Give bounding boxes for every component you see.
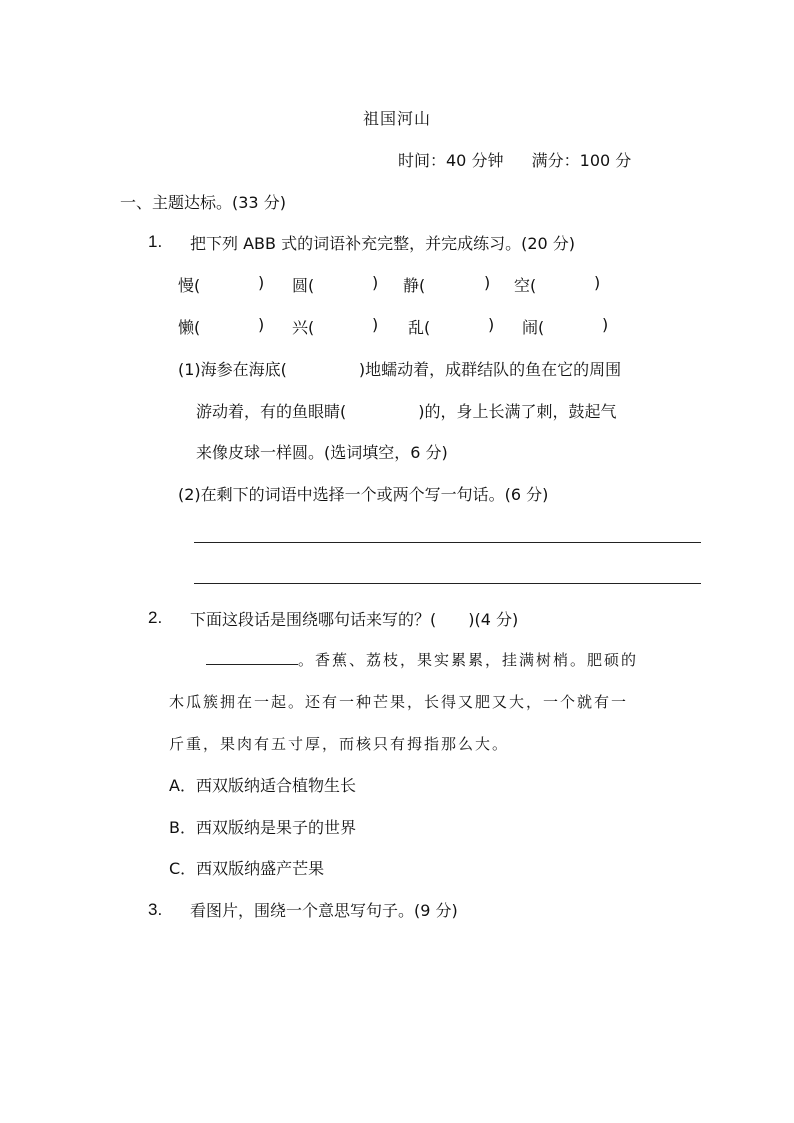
answer-line-2[interactable] [194, 583, 701, 584]
answer-line-1[interactable] [194, 542, 701, 543]
question-2-number: 2. [148, 608, 163, 627]
page-title: 祖国河山 [362, 109, 431, 128]
abb-word-jing-open: 静( [403, 276, 426, 295]
question-3-number: 3. [148, 900, 163, 919]
sub-question-1-line-2 [196, 399, 617, 422]
sub-question-2: (2)在剩下的词语中选择一个或两个写一句话。(6 分) [178, 485, 549, 504]
question-1-prompt: 把下列 ABB 式的词语补充完整，并完成练习。(20 分) [190, 234, 576, 253]
passage-line-3: 斤重，果肉有五寸厚，而核只有拇指那么大。 [169, 735, 510, 753]
exam-meta [398, 148, 631, 171]
abb-word-kong-open: 空( [514, 276, 537, 295]
abb-word-nao-open: 闹( [522, 318, 545, 337]
option-c[interactable]: C．西双版纳盛产芒果 [169, 859, 325, 878]
abb-word-lan-open: 懒( [178, 318, 201, 337]
sub-question-1-line-3: 来像皮球一样圆。(选词填空，6 分) [196, 443, 448, 462]
passage-line-1 [206, 649, 638, 670]
abb-word-luan-open: 乱( [408, 318, 431, 337]
section-heading: 一、主题达标。(33 分) [120, 193, 286, 212]
sub-question-1-text-a: (1)海参在海底( [178, 360, 287, 379]
option-b[interactable]: B．西双版纳是果子的世界 [169, 818, 356, 837]
abb-word-xing-open: 兴( [292, 318, 315, 337]
option-a[interactable]: A．西双版纳适合植物生长 [169, 776, 356, 795]
abb-word-lan-close: ) [258, 315, 265, 334]
time-limit: 时间：40 分钟 [398, 151, 504, 170]
abb-word-jing-close: ) [484, 273, 491, 292]
abb-word-luan-close: ) [488, 315, 495, 334]
abb-word-man-open: 慢( [178, 276, 201, 295]
sub-question-1-text-c: 游动着，有的鱼眼睛( [196, 402, 347, 421]
passage-blank[interactable] [206, 650, 298, 665]
abb-word-nao-close: ) [602, 315, 609, 334]
abb-word-yuan-close: ) [372, 273, 379, 292]
question-2-prompt: 下面这段话是围绕哪句话来写的？( )(4 分) [190, 610, 519, 629]
sub-question-1-line-1 [178, 357, 621, 380]
sub-question-1-text-d: )的，身上长满了刺，鼓起气 [418, 402, 617, 421]
sub-question-1-text-b: )地蠕动着，成群结队的鱼在它的周围 [358, 360, 622, 379]
abb-word-kong-close: ) [594, 273, 601, 292]
full-score: 满分：100 分 [531, 151, 632, 170]
abb-word-man-close: ) [258, 273, 265, 292]
abb-word-xing-close: ) [372, 315, 379, 334]
question-1-number: 1. [148, 232, 163, 251]
abb-word-yuan-open: 圆( [292, 276, 315, 295]
passage-line-1-text: 。香蕉、荔枝，果实累累，挂满树梢。肥硕的 [298, 651, 639, 669]
passage-line-2: 木瓜簇拥在一起。还有一种芒果，长得又肥又大，一个就有一 [169, 693, 629, 711]
question-3-prompt: 看图片，围绕一个意思写句子。(9 分) [190, 901, 458, 920]
